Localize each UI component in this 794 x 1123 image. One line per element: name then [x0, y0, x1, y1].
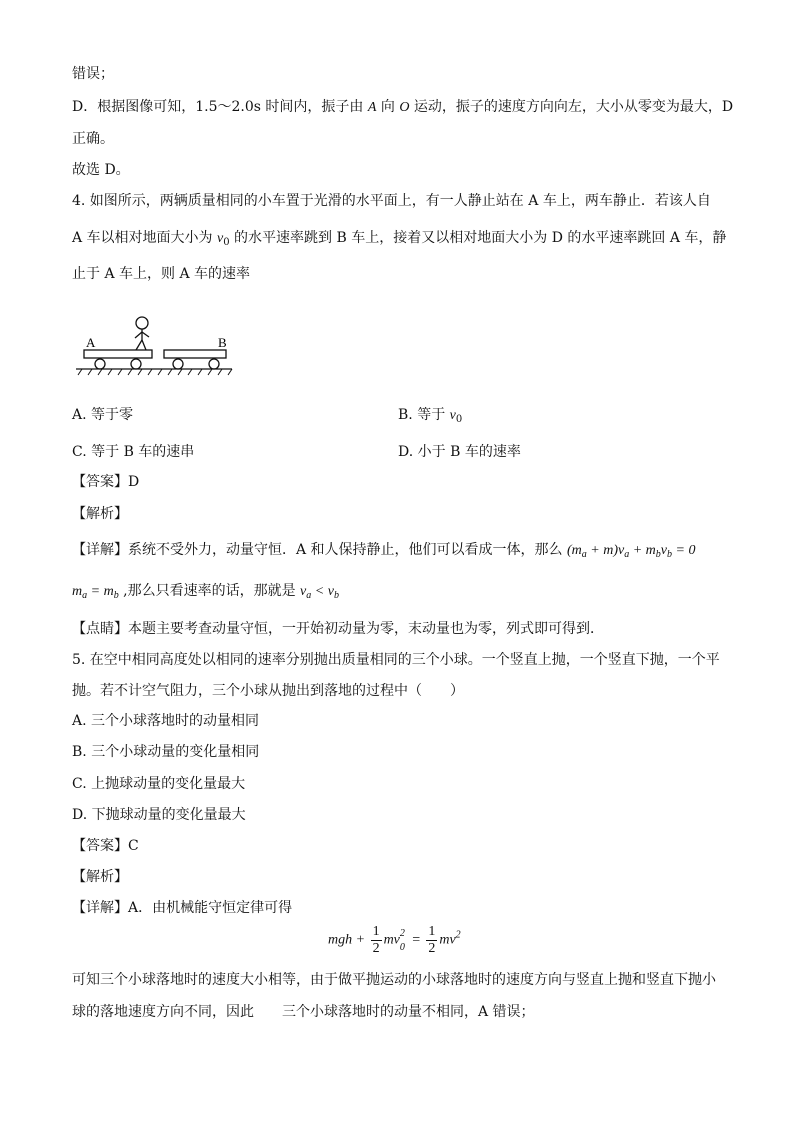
remark-text: 【点睛】本题主要考查动量守恒，一开始初动量为零，末动量也为零，列式即可得到．	[72, 621, 604, 637]
math-subscript: b	[113, 590, 119, 601]
question-5-stem: 5. 在空中相同高度处以相同的速率分别抛出质量相同的三个小球。一个竖直上抛，一个竖直下抛，一个平	[72, 652, 720, 668]
paragraph-text: 球的落地速度方向不同，因此 三个小球落地时的动量不相同，A 错误；	[72, 1004, 535, 1020]
math-span: v	[660, 543, 668, 558]
question-4-stem	[72, 228, 726, 253]
math-span: + m	[629, 543, 656, 558]
math-span: mv	[439, 932, 456, 948]
math-symbol: v	[449, 408, 456, 423]
text-span: 运动，振子的速度方向向左，大小从零变为最大，D	[409, 99, 734, 115]
fraction-numerator: 1	[428, 924, 436, 939]
math-span: = 0	[672, 543, 696, 558]
option-c: C. 上抛球动量的变化量最大	[72, 776, 246, 792]
math-span: =	[407, 932, 425, 948]
text-line: 错误；	[72, 66, 114, 82]
text-span: 向	[376, 99, 400, 115]
answer-label: 【答案】C	[72, 838, 139, 854]
fraction-denominator: 2	[372, 941, 380, 956]
math-span: + m)v	[586, 543, 625, 558]
text-line: 正确。	[72, 131, 114, 147]
math-span: (m	[567, 543, 582, 558]
question-4-stem: 4. 如图所示，两辆质量相同的小车置于光滑的水平面上，有一人静止站在 A 车上，两车静止．若该人自	[72, 193, 711, 209]
cart-b-label: B	[218, 335, 227, 350]
math-subscript: a	[306, 590, 312, 601]
math-subscript: 0	[455, 414, 463, 425]
math-span: mv	[383, 932, 400, 948]
math-subscript: b	[333, 590, 339, 601]
paragraph-text: 可知三个小球落地时的速度大小相等，由于做平抛运动的小球落地时的速度方向与竖直上抛和竖直下抛小	[72, 972, 716, 988]
math-span: = m	[87, 584, 114, 599]
text-line	[72, 97, 733, 118]
option-d: D. 小于 B 车的速率	[398, 444, 521, 460]
text-span: 【详解】系统不受外力，动量守恒．A 和人保持静止，他们可以看成一体，那么	[72, 542, 568, 558]
math-symbol: O	[399, 100, 410, 115]
math-superscript: 2	[399, 927, 405, 939]
math-span: v	[300, 584, 307, 599]
math-subscript: b	[667, 549, 673, 560]
fraction	[426, 924, 437, 957]
math-span: < v	[311, 584, 334, 599]
text-line: 故选 D。	[72, 162, 130, 178]
option-d: D. 下抛球动量的变化量最大	[72, 807, 246, 823]
question-4-stem: 止于 A 车上，则 A 车的速率	[72, 266, 251, 282]
text-span: 的水平速率跳到 B 车上，接着又以相对地面大小为 D 的水平速率跳回 A 车，静	[229, 230, 727, 246]
math-symbol: A	[367, 100, 377, 115]
energy-equation	[328, 924, 461, 957]
math-span: m	[72, 584, 83, 599]
math-subscript: b	[655, 549, 661, 560]
fraction	[371, 924, 382, 957]
detail-text: 【详解】A．由机械能守恒定律可得	[72, 900, 293, 916]
fraction-denominator: 2	[428, 941, 436, 956]
answer-label: 【答案】D	[72, 474, 140, 490]
cart-a-label: A	[86, 335, 96, 350]
math-superscript: 2	[455, 929, 461, 941]
text-span: B. 等于	[398, 407, 450, 423]
math-span: mgh +	[328, 932, 369, 948]
option-a: A. 等于零	[72, 407, 134, 423]
option-b: B. 三个小球动量的变化量相同	[72, 744, 260, 760]
math-subscript: 0	[223, 237, 230, 248]
math-subscript: a	[82, 590, 88, 601]
fraction-numerator: 1	[372, 924, 380, 939]
analysis-label: 【解析】	[72, 506, 128, 522]
option-b	[398, 405, 462, 430]
math-subscript: a	[624, 549, 630, 560]
option-c: C. 等于 B 车的速串	[72, 444, 195, 460]
math-subscript: 0	[399, 941, 405, 953]
detail-text	[72, 540, 695, 565]
option-a: A. 三个小球落地时的动量相同	[72, 713, 260, 729]
text-span: ,那么只看速率的话，那就是	[118, 583, 301, 599]
detail-text	[72, 581, 339, 606]
text-span: D．根据图像可知，1.5～2.0s 时间内，振子由	[72, 99, 368, 115]
carts-figure	[72, 310, 237, 382]
text-span: A 车以相对地面大小为	[72, 230, 218, 246]
analysis-label: 【解析】	[72, 869, 128, 885]
question-5-stem: 抛。若不计空气阻力，三个小球从抛出到落地的过程中（ ）	[72, 683, 464, 699]
math-subscript: a	[581, 549, 587, 560]
math-symbol: v	[217, 231, 224, 246]
